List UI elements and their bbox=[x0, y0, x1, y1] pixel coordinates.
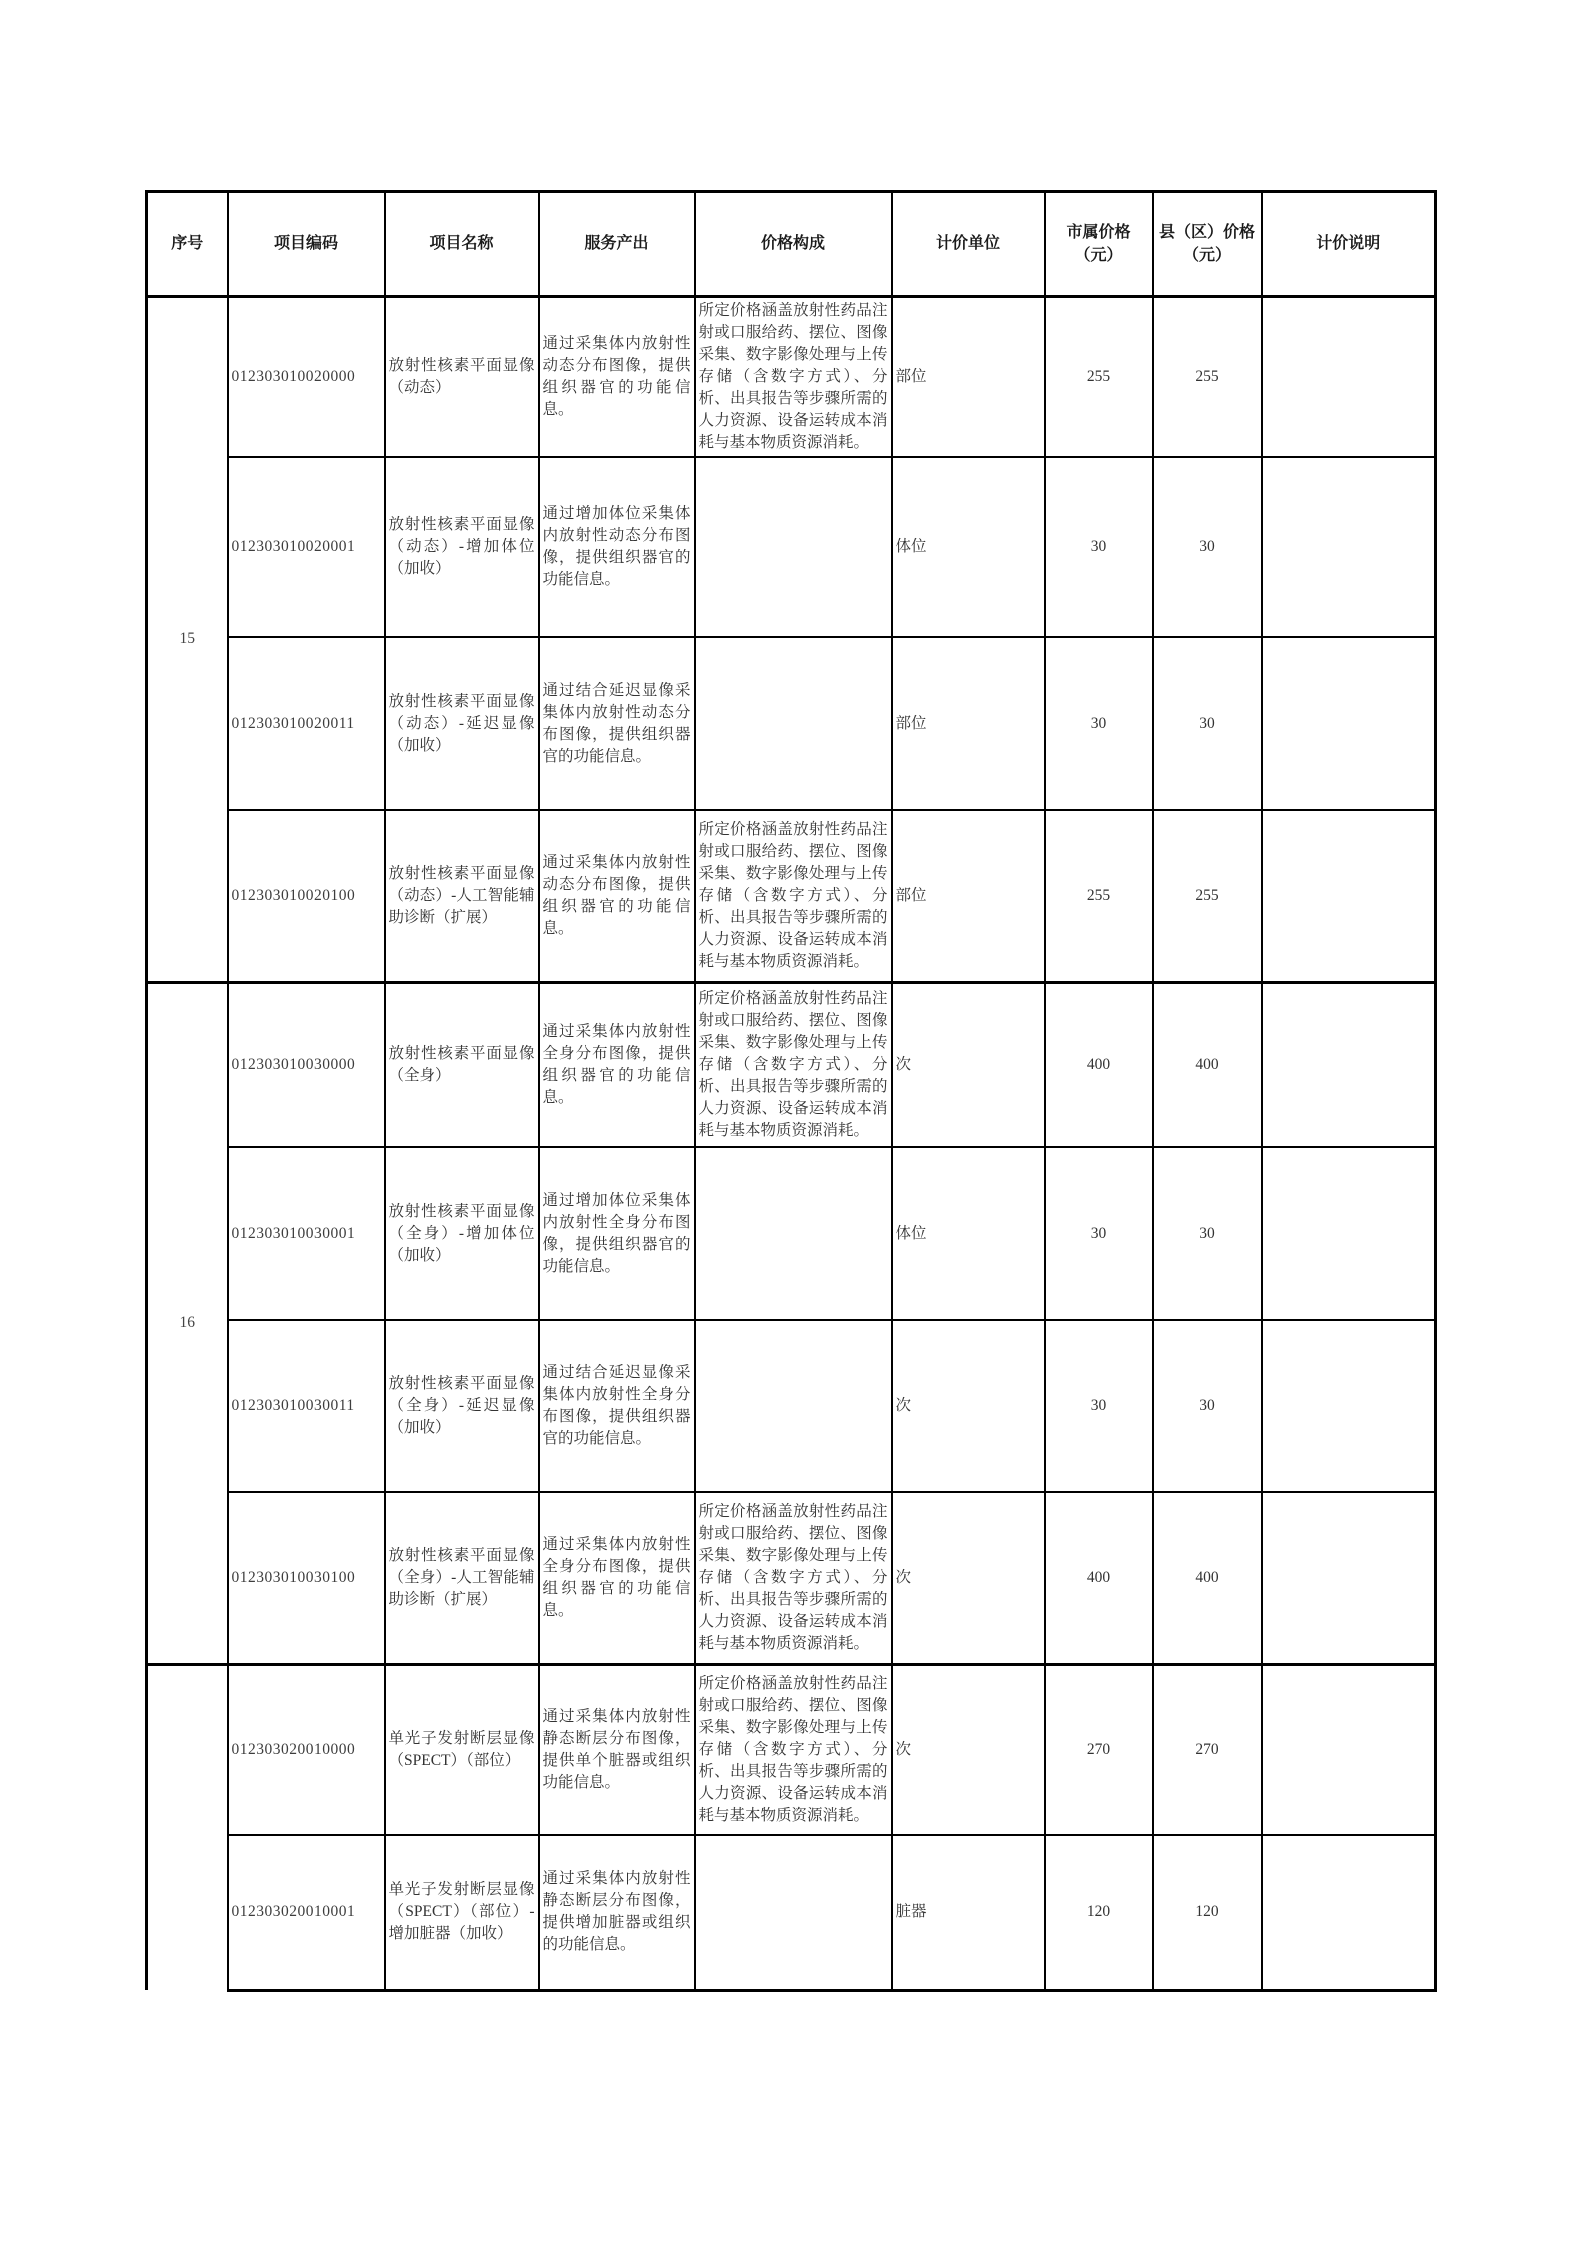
cell-city-price: 30 bbox=[1045, 1147, 1153, 1320]
cell-county-price: 255 bbox=[1153, 297, 1262, 458]
cell-unit: 次 bbox=[892, 1664, 1045, 1835]
cell-code: 012303010030011 bbox=[228, 1320, 385, 1492]
cell-unit: 部位 bbox=[892, 637, 1045, 810]
cell-county-price: 30 bbox=[1153, 1320, 1262, 1492]
cell-name: 放射性核素平面显像（动态） bbox=[385, 297, 539, 458]
column-header-price-composition: 价格构成 bbox=[695, 192, 892, 297]
column-header-output: 服务产出 bbox=[539, 192, 695, 297]
cell-note bbox=[1262, 810, 1436, 982]
table-body bbox=[147, 297, 1436, 1991]
cell-code: 012303020010001 bbox=[228, 1835, 385, 1990]
cell-code: 012303020010000 bbox=[228, 1664, 385, 1835]
cell-city-price: 120 bbox=[1045, 1835, 1153, 1990]
cell-name: 放射性核素平面显像（全身）-人工智能辅助诊断（扩展） bbox=[385, 1492, 539, 1664]
cell-county-price: 30 bbox=[1153, 457, 1262, 637]
cell-unit: 部位 bbox=[892, 810, 1045, 982]
cell-price-composition bbox=[695, 457, 892, 637]
cell-county-price: 255 bbox=[1153, 810, 1262, 982]
cell-city-price: 30 bbox=[1045, 637, 1153, 810]
cell-price-composition: 所定价格涵盖放射性药品注射或口服给药、摆位、图像采集、数字影像处理与上传存储（含数字方式）、分析、出具报告等步骤所需的人力资源、设备运转成本消耗与基本物质资源消耗。 bbox=[695, 297, 892, 458]
cell-output: 通过采集体内放射性全身分布图像，提供组织器官的功能信息。 bbox=[539, 1492, 695, 1664]
cell-output: 通过采集体内放射性静态断层分布图像，提供增加脏器或组织的功能信息。 bbox=[539, 1835, 695, 1990]
cell-code: 012303010030001 bbox=[228, 1147, 385, 1320]
cell-unit: 次 bbox=[892, 982, 1045, 1147]
cell-county-price: 120 bbox=[1153, 1835, 1262, 1990]
column-header-county-price: 县（区）价格（元） bbox=[1153, 192, 1262, 297]
table-row bbox=[147, 810, 1436, 982]
cell-unit: 体位 bbox=[892, 1147, 1045, 1320]
cell-price-composition: 所定价格涵盖放射性药品注射或口服给药、摆位、图像采集、数字影像处理与上传存储（含数字方式）、分析、出具报告等步骤所需的人力资源、设备运转成本消耗与基本物质资源消耗。 bbox=[695, 1492, 892, 1664]
cell-code: 012303010020001 bbox=[228, 457, 385, 637]
header-row bbox=[147, 192, 1436, 297]
cell-city-price: 270 bbox=[1045, 1664, 1153, 1835]
table-row bbox=[147, 1835, 1436, 1990]
cell-city-price: 30 bbox=[1045, 457, 1153, 637]
cell-seq: 15 bbox=[147, 297, 228, 983]
cell-county-price: 270 bbox=[1153, 1664, 1262, 1835]
cell-code: 012303010020000 bbox=[228, 297, 385, 458]
cell-price-composition: 所定价格涵盖放射性药品注射或口服给药、摆位、图像采集、数字影像处理与上传存储（含数字方式）、分析、出具报告等步骤所需的人力资源、设备运转成本消耗与基本物质资源消耗。 bbox=[695, 1664, 892, 1835]
table-row bbox=[147, 1147, 1436, 1320]
cell-output: 通过采集体内放射性动态分布图像，提供组织器官的功能信息。 bbox=[539, 810, 695, 982]
cell-name: 单光子发射断层显像（SPECT）（部位） bbox=[385, 1664, 539, 1835]
cell-output: 通过采集体内放射性动态分布图像，提供组织器官的功能信息。 bbox=[539, 297, 695, 458]
cell-unit: 体位 bbox=[892, 457, 1045, 637]
cell-city-price: 255 bbox=[1045, 297, 1153, 458]
cell-county-price: 400 bbox=[1153, 1492, 1262, 1664]
column-header-seq: 序号 bbox=[147, 192, 228, 297]
cell-price-composition bbox=[695, 1320, 892, 1492]
table-row bbox=[147, 1664, 1436, 1835]
cell-unit: 部位 bbox=[892, 297, 1045, 458]
cell-city-price: 400 bbox=[1045, 982, 1153, 1147]
price-table bbox=[145, 190, 1437, 1992]
cell-unit: 脏器 bbox=[892, 1835, 1045, 1990]
cell-county-price: 400 bbox=[1153, 982, 1262, 1147]
table-header bbox=[147, 192, 1436, 297]
cell-code: 012303010020011 bbox=[228, 637, 385, 810]
cell-output: 通过增加体位采集体内放射性全身分布图像，提供组织器官的功能信息。 bbox=[539, 1147, 695, 1320]
cell-price-composition: 所定价格涵盖放射性药品注射或口服给药、摆位、图像采集、数字影像处理与上传存储（含数字方式）、分析、出具报告等步骤所需的人力资源、设备运转成本消耗与基本物质资源消耗。 bbox=[695, 982, 892, 1147]
table-row bbox=[147, 297, 1436, 458]
cell-code: 012303010030000 bbox=[228, 982, 385, 1147]
cell-note bbox=[1262, 982, 1436, 1147]
cell-note bbox=[1262, 1147, 1436, 1320]
cell-code: 012303010020100 bbox=[228, 810, 385, 982]
table-row bbox=[147, 637, 1436, 810]
cell-output: 通过采集体内放射性全身分布图像，提供组织器官的功能信息。 bbox=[539, 982, 695, 1147]
cell-price-composition bbox=[695, 1835, 892, 1990]
cell-name: 放射性核素平面显像（全身） bbox=[385, 982, 539, 1147]
cell-output: 通过结合延迟显像采集体内放射性全身分布图像，提供组织器官的功能信息。 bbox=[539, 1320, 695, 1492]
cell-city-price: 400 bbox=[1045, 1492, 1153, 1664]
table-row bbox=[147, 1492, 1436, 1664]
cell-name: 单光子发射断层显像（SPECT）（部位）-增加脏器（加收） bbox=[385, 1835, 539, 1990]
cell-city-price: 30 bbox=[1045, 1320, 1153, 1492]
cell-note bbox=[1262, 1492, 1436, 1664]
cell-name: 放射性核素平面显像（动态）-延迟显像（加收） bbox=[385, 637, 539, 810]
cell-unit: 次 bbox=[892, 1492, 1045, 1664]
cell-output: 通过采集体内放射性静态断层分布图像，提供单个脏器或组织功能信息。 bbox=[539, 1664, 695, 1835]
cell-city-price: 255 bbox=[1045, 810, 1153, 982]
column-header-name: 项目名称 bbox=[385, 192, 539, 297]
column-header-note: 计价说明 bbox=[1262, 192, 1436, 297]
column-header-unit: 计价单位 bbox=[892, 192, 1045, 297]
cell-seq: 16 bbox=[147, 982, 228, 1664]
cell-price-composition bbox=[695, 637, 892, 810]
cell-note bbox=[1262, 1320, 1436, 1492]
table-row bbox=[147, 457, 1436, 637]
cell-unit: 次 bbox=[892, 1320, 1045, 1492]
cell-code: 012303010030100 bbox=[228, 1492, 385, 1664]
cell-price-composition: 所定价格涵盖放射性药品注射或口服给药、摆位、图像采集、数字影像处理与上传存储（含数字方式）、分析、出具报告等步骤所需的人力资源、设备运转成本消耗与基本物质资源消耗。 bbox=[695, 810, 892, 982]
cell-name: 放射性核素平面显像（动态）-增加体位（加收） bbox=[385, 457, 539, 637]
cell-note bbox=[1262, 637, 1436, 810]
cell-output: 通过增加体位采集体内放射性动态分布图像，提供组织器官的功能信息。 bbox=[539, 457, 695, 637]
cell-note bbox=[1262, 1835, 1436, 1990]
cell-seq bbox=[147, 1664, 228, 1990]
column-header-city-price: 市属价格（元） bbox=[1045, 192, 1153, 297]
cell-county-price: 30 bbox=[1153, 1147, 1262, 1320]
table-row bbox=[147, 1320, 1436, 1492]
cell-output: 通过结合延迟显像采集体内放射性动态分布图像，提供组织器官的功能信息。 bbox=[539, 637, 695, 810]
cell-note bbox=[1262, 1664, 1436, 1835]
cell-note bbox=[1262, 457, 1436, 637]
cell-name: 放射性核素平面显像（动态）-人工智能辅助诊断（扩展） bbox=[385, 810, 539, 982]
cell-name: 放射性核素平面显像（全身）-延迟显像（加收） bbox=[385, 1320, 539, 1492]
table-row bbox=[147, 982, 1436, 1147]
cell-price-composition bbox=[695, 1147, 892, 1320]
cell-name: 放射性核素平面显像（全身）-增加体位（加收） bbox=[385, 1147, 539, 1320]
cell-note bbox=[1262, 297, 1436, 458]
cell-county-price: 30 bbox=[1153, 637, 1262, 810]
column-header-code: 项目编码 bbox=[228, 192, 385, 297]
